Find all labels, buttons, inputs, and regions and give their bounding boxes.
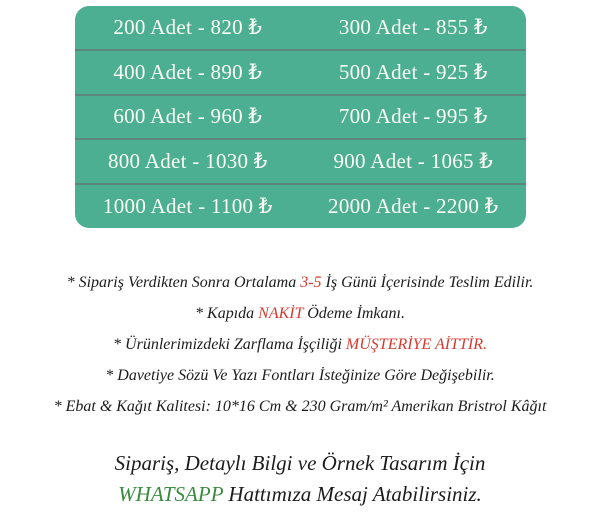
- note-text: * Ebat & Kağıt Kalitesi: 10*16 Cm & 230 Gram/m² Amerikan Bristrol Kâğıt: [53, 398, 547, 415]
- note-fonts: [0, 366, 600, 385]
- footer-section: [0, 452, 600, 514]
- table-row: [75, 94, 526, 139]
- price-cell: 2000 Adet - 2200 ₺: [328, 194, 499, 219]
- note-text: İş Günü İçerisinde Teslim Edilir.: [321, 274, 534, 291]
- note-highlight: MÜŞTERİYE AİTTİR.: [345, 336, 487, 353]
- table-row: [75, 138, 526, 183]
- note-text: * Ürünlerimizdeki Zarflama İşçiliği: [113, 336, 346, 353]
- note-highlight: 3-5: [300, 274, 322, 291]
- footer-line2: [0, 483, 600, 505]
- note-text: * Kapıda: [195, 305, 259, 322]
- footer-line1: Sipariş, Detaylı Bilgi ve Örnek Tasarım İçin: [114, 451, 486, 475]
- table-row: [75, 183, 526, 228]
- table-row: [75, 49, 526, 94]
- note-text: Ödeme İmkanı.: [303, 305, 405, 322]
- price-cell: 600 Adet - 960 ₺: [113, 104, 263, 129]
- price-table: [75, 6, 526, 228]
- note-text: * Sipariş Verdikten Sonra Ortalama: [66, 274, 301, 291]
- note-text: * Davetiye Sözü Ve Yazı Fontları İsteğinize Göre Değişebilir.: [105, 367, 495, 384]
- table-row: [75, 6, 526, 49]
- price-cell: 400 Adet - 890 ₺: [113, 59, 263, 84]
- price-cell: 200 Adet - 820 ₺: [113, 14, 263, 39]
- notes-section: [0, 273, 600, 428]
- price-cell: 500 Adet - 925 ₺: [338, 59, 488, 84]
- price-cell: 800 Adet - 1030 ₺: [107, 149, 268, 174]
- note-payment: [0, 304, 600, 323]
- price-cell: 1000 Adet - 1100 ₺: [102, 194, 273, 219]
- note-delivery: [0, 273, 600, 292]
- footer-line2-rest: Hattımıza Mesaj Atabilirsiniz.: [223, 482, 482, 506]
- note-paper: [0, 397, 600, 416]
- note-envelope: [0, 335, 600, 354]
- note-highlight: NAKİT: [258, 305, 304, 322]
- price-cell: 900 Adet - 1065 ₺: [333, 149, 494, 174]
- whatsapp-highlight: WHATSAPP: [118, 482, 224, 506]
- price-cell: 700 Adet - 995 ₺: [338, 104, 488, 129]
- price-cell: 300 Adet - 855 ₺: [338, 14, 488, 39]
